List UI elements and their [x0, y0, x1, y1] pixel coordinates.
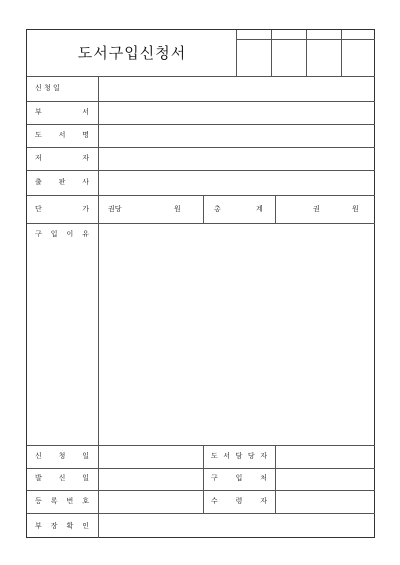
purchase-request-form — [26, 29, 375, 538]
label-text: 구 입 처 — [211, 474, 267, 482]
label-column-divider — [98, 76, 99, 538]
label-unit-price — [35, 205, 89, 214]
volumes-unit: 권 — [313, 205, 320, 213]
approval-divider — [236, 30, 237, 76]
row-line — [27, 223, 375, 224]
label-department-confirm — [35, 522, 89, 531]
approval-divider — [306, 30, 307, 76]
row-line — [27, 147, 375, 148]
bottom-divider — [275, 445, 276, 513]
label-purchase-place — [211, 474, 267, 483]
row-line — [27, 76, 375, 77]
label-text: 부 서 — [35, 108, 89, 116]
label-text: 저 자 — [35, 154, 89, 162]
form-title: 도서구입신청서 — [77, 44, 187, 62]
per-book-label: 권당 — [108, 205, 122, 213]
price-divider — [275, 195, 276, 223]
label-receiver — [211, 497, 267, 506]
label-bottom-request-date — [35, 452, 89, 461]
label-text: 부 장 확 인 — [35, 522, 89, 530]
approval-divider — [341, 30, 342, 76]
label-request-date — [35, 84, 89, 93]
label-order-date — [35, 474, 89, 483]
label-text: 출 판 사 — [35, 178, 89, 186]
label-text: 도 서 담 당 자 — [211, 452, 267, 460]
label-department — [35, 108, 89, 117]
label-publisher — [35, 178, 89, 187]
row-line — [27, 101, 375, 102]
label-text: 신 청 일 — [35, 84, 60, 92]
price-divider — [203, 195, 204, 223]
approval-header-line — [236, 39, 375, 40]
row-line — [27, 124, 375, 125]
label-text: 도 서 명 — [35, 131, 89, 139]
total-gye-label: 계 — [256, 205, 263, 213]
label-book-title — [35, 131, 89, 140]
label-text: 발 신 일 — [35, 474, 89, 482]
row-line — [27, 490, 375, 491]
label-text: 신 청 일 — [35, 452, 89, 460]
row-line — [27, 170, 375, 171]
total-label: 총 — [214, 205, 221, 213]
row-line — [27, 513, 375, 514]
label-book-manager — [211, 452, 267, 461]
label-registration-no — [35, 497, 89, 506]
won-unit: 원 — [174, 205, 181, 213]
label-author — [35, 154, 89, 163]
bottom-divider — [203, 445, 204, 513]
label-text: 단 가 — [35, 205, 89, 213]
approval-divider — [271, 30, 272, 76]
row-line — [27, 195, 375, 196]
label-text: 구 입 이 유 — [35, 230, 89, 238]
label-text: 수 령 자 — [211, 497, 267, 505]
row-line — [27, 468, 375, 469]
won-unit: 원 — [352, 205, 359, 213]
label-purchase-reason — [35, 230, 89, 239]
row-line — [27, 445, 375, 446]
label-text: 등 록 번 호 — [35, 497, 89, 505]
